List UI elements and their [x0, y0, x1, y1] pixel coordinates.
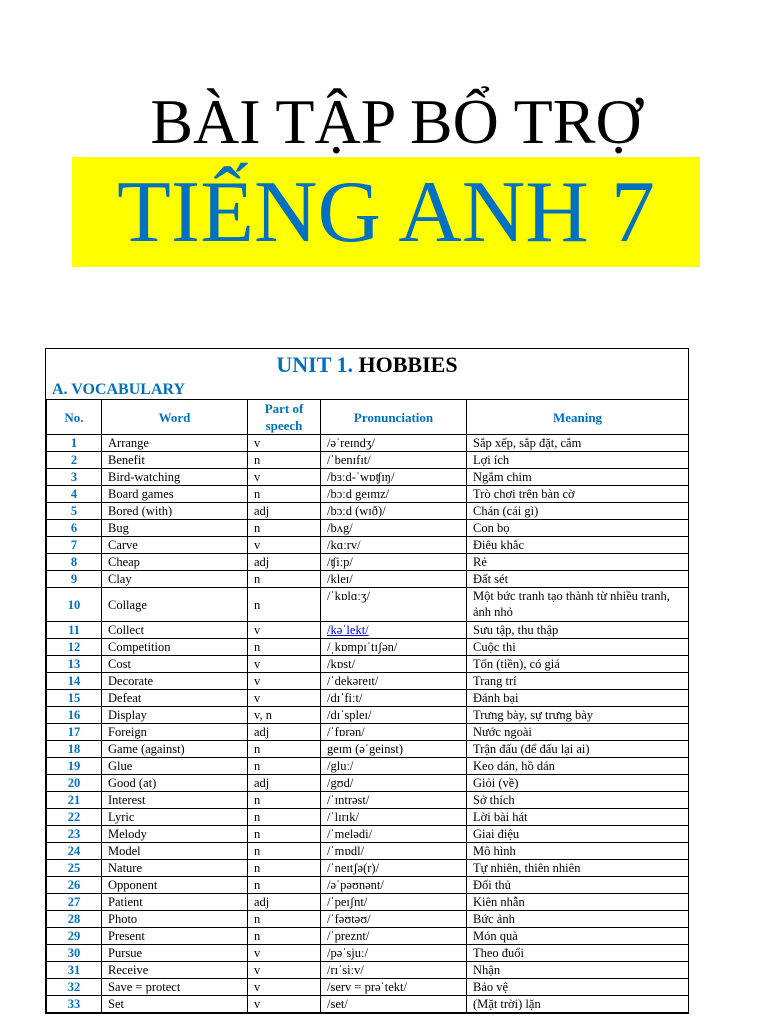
cell-pronunciation: /ˈlɪrɪk/ [321, 809, 467, 826]
cell-pronunciation: /ˈfəʊtəʊ/ [321, 911, 467, 928]
cell-no: 8 [47, 554, 102, 571]
cell-part-of-speech: v [248, 656, 321, 673]
cell-word: Opponent [102, 877, 248, 894]
cell-meaning: Một bức tranh tạo thành từ nhiều tranh, ảnh nhỏ [467, 588, 689, 622]
cell-pronunciation: /ˈmelədi/ [321, 826, 467, 843]
cell-pronunciation: /gluː/ [321, 758, 467, 775]
cell-part-of-speech: v [248, 979, 321, 996]
cell-no: 3 [47, 469, 102, 486]
table-row [47, 486, 689, 503]
cell-pronunciation: /dɪˈfiːt/ [321, 690, 467, 707]
cell-part-of-speech: n [248, 877, 321, 894]
cell-pronunciation: /kɒst/ [321, 656, 467, 673]
table-row [47, 826, 689, 843]
section-title: A. VOCABULARY [52, 381, 186, 398]
header-part-of-speech: Part of speech [248, 400, 321, 435]
table-row [47, 707, 689, 724]
cell-pronunciation: /pəˈsjuː/ [321, 945, 467, 962]
cell-no: 24 [47, 843, 102, 860]
cell-no: 4 [47, 486, 102, 503]
cell-part-of-speech: adj [248, 554, 321, 571]
cell-no: 2 [47, 452, 102, 469]
cell-word: Receive [102, 962, 248, 979]
cell-part-of-speech: n [248, 571, 321, 588]
cell-word: Clay [102, 571, 248, 588]
cell-meaning: Rẻ [467, 554, 689, 571]
cell-no: 29 [47, 928, 102, 945]
cell-word: Defeat [102, 690, 248, 707]
table-body [47, 435, 689, 1013]
cell-meaning: Đối thủ [467, 877, 689, 894]
cell-word: Nature [102, 860, 248, 877]
cell-part-of-speech: adj [248, 894, 321, 911]
cell-pronunciation: /ˈpreznt/ [321, 928, 467, 945]
cell-part-of-speech: adj [248, 724, 321, 741]
table-row [47, 911, 689, 928]
cell-pronunciation [321, 622, 467, 639]
cell-word: Photo [102, 911, 248, 928]
table-row [47, 571, 689, 588]
cell-meaning: Sưu tập, thu thập [467, 622, 689, 639]
cell-word: Set [102, 996, 248, 1013]
cell-no: 25 [47, 860, 102, 877]
cell-meaning: Sở thích [467, 792, 689, 809]
cell-meaning: Con bọ [467, 520, 689, 537]
cell-word: Bored (with) [102, 503, 248, 520]
cell-word: Bird-watching [102, 469, 248, 486]
cell-no: 1 [47, 435, 102, 452]
cell-pronunciation: /bɜːd-ˈwɒʧɪŋ/ [321, 469, 467, 486]
cell-word: Display [102, 707, 248, 724]
vocabulary-table-container [45, 348, 689, 1014]
cell-no: 21 [47, 792, 102, 809]
table-row [47, 520, 689, 537]
table-row [47, 979, 689, 996]
cell-word: Patient [102, 894, 248, 911]
cell-no: 32 [47, 979, 102, 996]
cell-pronunciation: /ˈpeɪʃnt/ [321, 894, 467, 911]
table-row [47, 452, 689, 469]
cell-part-of-speech: v [248, 945, 321, 962]
cell-meaning: Chán (cái gì) [467, 503, 689, 520]
cell-no: 22 [47, 809, 102, 826]
cell-pronunciation: /ˈdekəreɪt/ [321, 673, 467, 690]
page-title-line1: BÀI TẬP BỔ TRỢ [150, 86, 642, 157]
cell-part-of-speech: n [248, 792, 321, 809]
table-row [47, 962, 689, 979]
unit-label: UNIT 1. [276, 352, 354, 377]
cell-word: Game (against) [102, 741, 248, 758]
cell-part-of-speech: n [248, 588, 321, 622]
table-row [47, 435, 689, 452]
table-row [47, 809, 689, 826]
cell-pronunciation: /bɔːd (wɪð)/ [321, 503, 467, 520]
cell-part-of-speech: adj [248, 775, 321, 792]
cell-word: Model [102, 843, 248, 860]
cell-part-of-speech: n [248, 486, 321, 503]
header-word: Word [102, 400, 248, 435]
cell-meaning: Bức ảnh [467, 911, 689, 928]
cell-pronunciation: /ˈkɒlɑːʒ/ [321, 588, 467, 622]
cell-word: Bug [102, 520, 248, 537]
cell-pronunciation: /bʌg/ [321, 520, 467, 537]
cell-meaning: Nước ngoài [467, 724, 689, 741]
cell-meaning: Đất sét [467, 571, 689, 588]
cell-word: Benefit [102, 452, 248, 469]
cell-word: Pursue [102, 945, 248, 962]
cell-pronunciation: /ˈbenɪfɪt/ [321, 452, 467, 469]
cell-meaning: Trò chơi trên bàn cờ [467, 486, 689, 503]
cell-no: 12 [47, 639, 102, 656]
unit-name: HOBBIES [358, 352, 458, 377]
table-row [47, 860, 689, 877]
cell-no: 31 [47, 962, 102, 979]
cell-pronunciation: /ˈmɒdl/ [321, 843, 467, 860]
cell-part-of-speech: n [248, 758, 321, 775]
table-row [47, 758, 689, 775]
cell-part-of-speech: n [248, 741, 321, 758]
cell-pronunciation: /ˈfɒrən/ [321, 724, 467, 741]
cell-pronunciation: /serv = prəˈtekt/ [321, 979, 467, 996]
table-row [47, 843, 689, 860]
cell-part-of-speech: v [248, 469, 321, 486]
cell-no: 26 [47, 877, 102, 894]
cell-meaning: Giỏi (về) [467, 775, 689, 792]
cell-part-of-speech: adj [248, 503, 321, 520]
cell-pronunciation: /set/ [321, 996, 467, 1013]
table-row [47, 469, 689, 486]
cell-no: 19 [47, 758, 102, 775]
cell-pronunciation: /ˌkɒmpɪˈtɪʃən/ [321, 639, 467, 656]
cell-part-of-speech: v [248, 673, 321, 690]
cell-meaning: Đánh bại [467, 690, 689, 707]
table-row [47, 775, 689, 792]
cell-no: 30 [47, 945, 102, 962]
table-header-row [47, 400, 689, 435]
cell-word: Foreign [102, 724, 248, 741]
cell-no: 14 [47, 673, 102, 690]
header-pronunciation: Pronunciation [321, 400, 467, 435]
table-row [47, 639, 689, 656]
cell-meaning: Ngắm chim [467, 469, 689, 486]
cell-no: 15 [47, 690, 102, 707]
cell-word: Save = protect [102, 979, 248, 996]
table-row [47, 588, 689, 622]
cell-pronunciation: /ˈneɪtʃə(r)/ [321, 860, 467, 877]
cell-no: 6 [47, 520, 102, 537]
cell-pronunciation: /əˈpəʊnənt/ [321, 877, 467, 894]
cell-part-of-speech: n [248, 639, 321, 656]
cell-pronunciation: /bɔːd geɪmz/ [321, 486, 467, 503]
cell-meaning: Keo dán, hồ dán [467, 758, 689, 775]
cell-part-of-speech: v [248, 996, 321, 1013]
cell-pronunciation: /kleɪ/ [321, 571, 467, 588]
table-row [47, 996, 689, 1013]
cell-part-of-speech: n [248, 911, 321, 928]
cell-pronunciation: /dɪˈspleɪ/ [321, 707, 467, 724]
cell-word: Competition [102, 639, 248, 656]
cell-word: Decorate [102, 673, 248, 690]
cell-word: Lyric [102, 809, 248, 826]
pronunciation-link[interactable]: /kəˈlekt/ [327, 623, 369, 637]
table-row [47, 741, 689, 758]
page-title-line2: TIẾNG ANH 7 [117, 164, 655, 261]
header-meaning: Meaning [467, 400, 689, 435]
cell-no: 17 [47, 724, 102, 741]
table-row [47, 554, 689, 571]
cell-word: Board games [102, 486, 248, 503]
cell-part-of-speech: n [248, 452, 321, 469]
table-row [47, 673, 689, 690]
cell-meaning: Món quà [467, 928, 689, 945]
cell-part-of-speech: v [248, 690, 321, 707]
cell-no: 10 [47, 588, 102, 622]
table-row [47, 877, 689, 894]
cell-meaning: Cuộc thi [467, 639, 689, 656]
cell-meaning: Trang trí [467, 673, 689, 690]
cell-part-of-speech: n [248, 928, 321, 945]
unit-title [46, 349, 688, 381]
cell-part-of-speech: v [248, 537, 321, 554]
cell-meaning: Sắp xếp, sắp đặt, cắm [467, 435, 689, 452]
cell-meaning: Giai điệu [467, 826, 689, 843]
cell-word: Interest [102, 792, 248, 809]
cell-meaning: Trưng bày, sự trưng bày [467, 707, 689, 724]
table-row [47, 622, 689, 639]
cell-no: 20 [47, 775, 102, 792]
cell-meaning: Tốn (tiền), có giá [467, 656, 689, 673]
table-row [47, 537, 689, 554]
cell-part-of-speech: n [248, 843, 321, 860]
cell-word: Good (at) [102, 775, 248, 792]
cell-part-of-speech: v [248, 622, 321, 639]
cell-pronunciation: /rɪˈsiːv/ [321, 962, 467, 979]
cell-meaning: Kiên nhẫn [467, 894, 689, 911]
cell-part-of-speech: n [248, 826, 321, 843]
cell-part-of-speech: n [248, 860, 321, 877]
cell-no: 16 [47, 707, 102, 724]
table-row [47, 503, 689, 520]
table-row [47, 792, 689, 809]
cell-pronunciation: geɪm (əˈgeinst) [321, 741, 467, 758]
cell-word: Collect [102, 622, 248, 639]
cell-meaning: Nhận [467, 962, 689, 979]
table-row [47, 928, 689, 945]
table-row [47, 894, 689, 911]
cell-word: Carve [102, 537, 248, 554]
cell-part-of-speech: v, n [248, 707, 321, 724]
cell-word: Glue [102, 758, 248, 775]
cell-no: 33 [47, 996, 102, 1013]
table-row [47, 724, 689, 741]
table-row [47, 690, 689, 707]
cell-meaning: Lợi ích [467, 452, 689, 469]
cell-pronunciation: /gʊd/ [321, 775, 467, 792]
vocabulary-table [46, 399, 689, 1013]
cell-pronunciation: /əˈreɪndʒ/ [321, 435, 467, 452]
cell-pronunciation: /kɑːrv/ [321, 537, 467, 554]
cell-meaning: Bảo vệ [467, 979, 689, 996]
cell-no: 11 [47, 622, 102, 639]
cell-meaning: Điêu khắc [467, 537, 689, 554]
cell-word: Collage [102, 588, 248, 622]
cell-no: 13 [47, 656, 102, 673]
cell-no: 27 [47, 894, 102, 911]
cell-part-of-speech: v [248, 435, 321, 452]
cell-word: Cost [102, 656, 248, 673]
cell-meaning: Mô hình [467, 843, 689, 860]
cell-word: Arrange [102, 435, 248, 452]
cell-meaning: Trận đấu (để đấu lại ai) [467, 741, 689, 758]
cell-word: Melody [102, 826, 248, 843]
cell-meaning: Theo đuổi [467, 945, 689, 962]
cell-word: Cheap [102, 554, 248, 571]
table-row [47, 656, 689, 673]
cell-meaning: Lời bài hát [467, 809, 689, 826]
cell-word: Present [102, 928, 248, 945]
cell-no: 9 [47, 571, 102, 588]
cell-pronunciation: /ˈɪntrəst/ [321, 792, 467, 809]
cell-meaning: Tự nhiên, thiên nhiên [467, 860, 689, 877]
cell-no: 5 [47, 503, 102, 520]
header-no: No. [47, 400, 102, 435]
cell-part-of-speech: n [248, 520, 321, 537]
cell-no: 7 [47, 537, 102, 554]
cell-meaning: (Mặt trời) lặn [467, 996, 689, 1013]
cell-part-of-speech: v [248, 962, 321, 979]
table-row [47, 945, 689, 962]
cell-pronunciation: /ʧiːp/ [321, 554, 467, 571]
cell-no: 18 [47, 741, 102, 758]
cell-no: 28 [47, 911, 102, 928]
cell-no: 23 [47, 826, 102, 843]
cell-part-of-speech: n [248, 809, 321, 826]
